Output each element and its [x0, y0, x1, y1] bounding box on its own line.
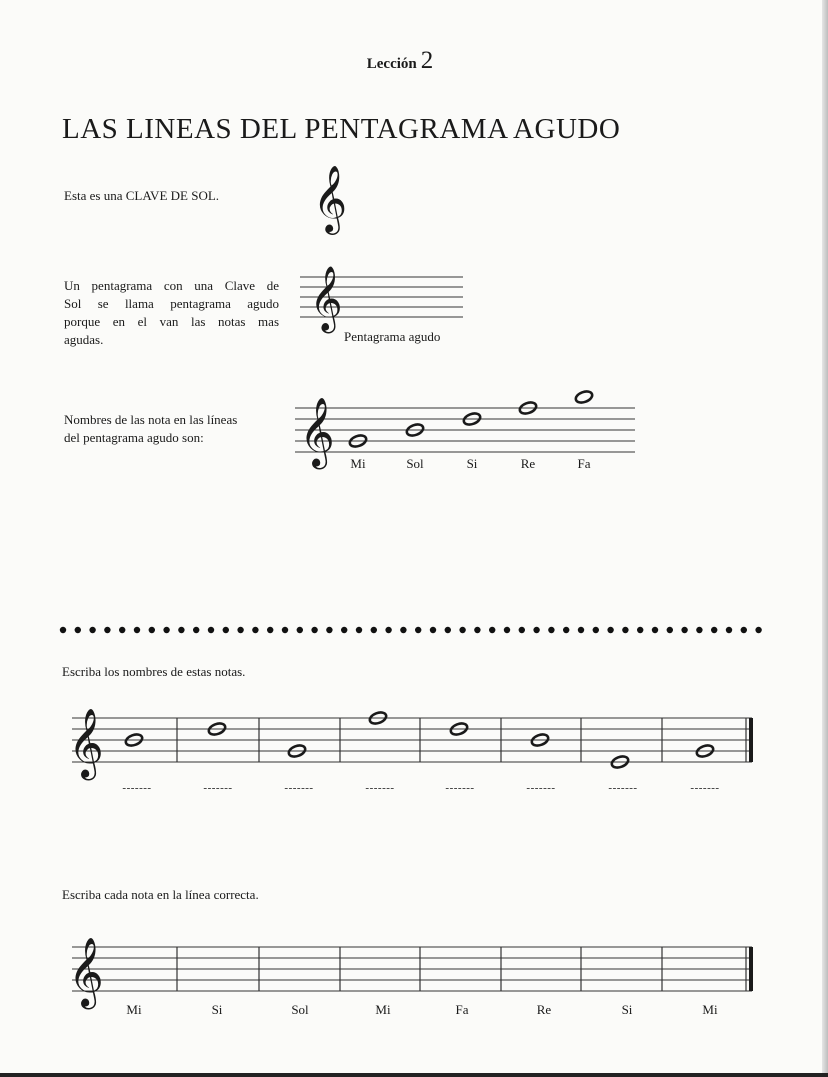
exercise2-staff[interactable] — [62, 928, 768, 1023]
divider-dot — [459, 627, 465, 633]
staff-description-line: porque en el van las notas mas — [64, 314, 279, 329]
divider-dot — [282, 627, 288, 633]
treble-clef-icon: 𝄞 — [309, 268, 343, 330]
note-label: Si — [621, 1002, 633, 1017]
divider-dot — [119, 627, 125, 633]
divider-dot — [696, 627, 702, 633]
divider-dot — [445, 627, 451, 633]
note-label: Fa — [455, 1002, 469, 1017]
note-label: Mi — [702, 1002, 718, 1017]
divider-dot — [474, 627, 480, 633]
divider-dot — [755, 627, 761, 633]
answer-blank: ------- — [365, 782, 395, 794]
lesson-heading — [0, 47, 800, 75]
answer-blank: ------- — [445, 782, 475, 794]
divider-dot — [104, 627, 110, 633]
answer-blank: ------- — [526, 782, 556, 794]
divider-dot — [237, 627, 243, 633]
divider-dot — [223, 627, 229, 633]
treble-clef-intro-text: Esta es una CLAVE DE SOL. — [64, 188, 220, 203]
staff-description — [64, 277, 279, 349]
treble-clef-icon: 𝄞 — [299, 399, 335, 465]
answer-blank: ------- — [203, 782, 233, 794]
divider-dot — [681, 627, 687, 633]
staff-description-line: agudas. — [64, 332, 104, 347]
divider-dot — [622, 627, 628, 633]
divider-dot — [356, 627, 362, 633]
divider-dot — [578, 627, 584, 633]
divider-dot — [415, 627, 421, 633]
divider-dot — [533, 627, 539, 633]
line-names-description-line: del pentagrama agudo son: — [64, 430, 204, 445]
final-barline — [749, 718, 753, 762]
divider-dot — [371, 627, 377, 633]
divider-dot — [89, 627, 95, 633]
note-label: Fa — [577, 456, 591, 471]
divider-dot — [637, 627, 643, 633]
lesson-number: 2 — [420, 47, 434, 74]
note-label: Mi — [375, 1002, 391, 1017]
answer-blank: ------- — [608, 782, 638, 794]
divider-dot — [711, 627, 717, 633]
divider-dot — [178, 627, 184, 633]
divider-dot — [489, 627, 495, 633]
divider-dot — [652, 627, 658, 633]
divider-dot — [60, 627, 66, 633]
line-notes-staff — [290, 385, 640, 475]
divider-dot — [726, 627, 732, 633]
treble-clef-icon — [300, 150, 360, 240]
treble-clef-icon: 𝄞 — [68, 939, 104, 1005]
divider-dot — [667, 627, 673, 633]
divider-dot — [267, 627, 273, 633]
divider-dot — [563, 627, 569, 633]
note-label: Sol — [291, 1002, 309, 1017]
divider-dot — [134, 627, 140, 633]
divider-dot — [741, 627, 747, 633]
divider-dot — [385, 627, 391, 633]
note-label: Si — [211, 1002, 223, 1017]
divider-dot — [504, 627, 510, 633]
divider-dot — [208, 627, 214, 633]
treble-staff-example — [298, 255, 478, 335]
divider-dot — [341, 627, 347, 633]
final-barline — [749, 947, 753, 991]
note-label: Si — [466, 456, 478, 471]
divider-dot — [311, 627, 317, 633]
divider-dot — [252, 627, 258, 633]
divider-dot — [326, 627, 332, 633]
exercise1-staff — [62, 705, 768, 805]
page-title: LAS LINEAS DEL PENTAGRAMA AGUDO — [62, 113, 621, 145]
staff-caption: Pentagrama agudo — [344, 329, 441, 344]
note-label: Re — [520, 456, 536, 471]
divider-dot — [400, 627, 406, 633]
note-label: Re — [536, 1002, 552, 1017]
divider-dot — [548, 627, 554, 633]
divider-dot — [75, 627, 81, 633]
divider-dot — [519, 627, 525, 633]
treble-clef-icon: 𝄞 — [68, 710, 104, 776]
staff-description-line: Sol se llama pentagrama agudo — [64, 296, 279, 311]
answer-blank: ------- — [122, 782, 152, 794]
staff-description-line: Un pentagrama con una Clave de — [64, 278, 279, 293]
line-names-description-line: Nombres de las nota en las líneas — [64, 412, 238, 427]
whole-note — [574, 389, 593, 404]
note-label: Mi — [126, 1002, 142, 1017]
answer-blank: ------- — [690, 782, 720, 794]
line-names-description — [64, 411, 284, 447]
lesson-label: Lección — [366, 56, 417, 72]
exercise1-instruction: Escriba los nombres de estas notas. — [62, 664, 246, 679]
dotted-divider — [58, 622, 770, 638]
divider-dot — [607, 627, 613, 633]
page-bottom-edge — [0, 1073, 828, 1077]
divider-dot — [297, 627, 303, 633]
divider-dot — [149, 627, 155, 633]
answer-blank: ------- — [284, 782, 314, 794]
note-label: Mi — [350, 456, 366, 471]
divider-dot — [593, 627, 599, 633]
svg-text:𝄞: 𝄞 — [312, 166, 348, 231]
note-label: Sol — [406, 456, 424, 471]
page-edge — [822, 0, 828, 1077]
divider-dot — [163, 627, 169, 633]
exercise2-instruction: Escriba cada nota en la línea correcta. — [62, 887, 259, 902]
divider-dot — [193, 627, 199, 633]
divider-dot — [430, 627, 436, 633]
